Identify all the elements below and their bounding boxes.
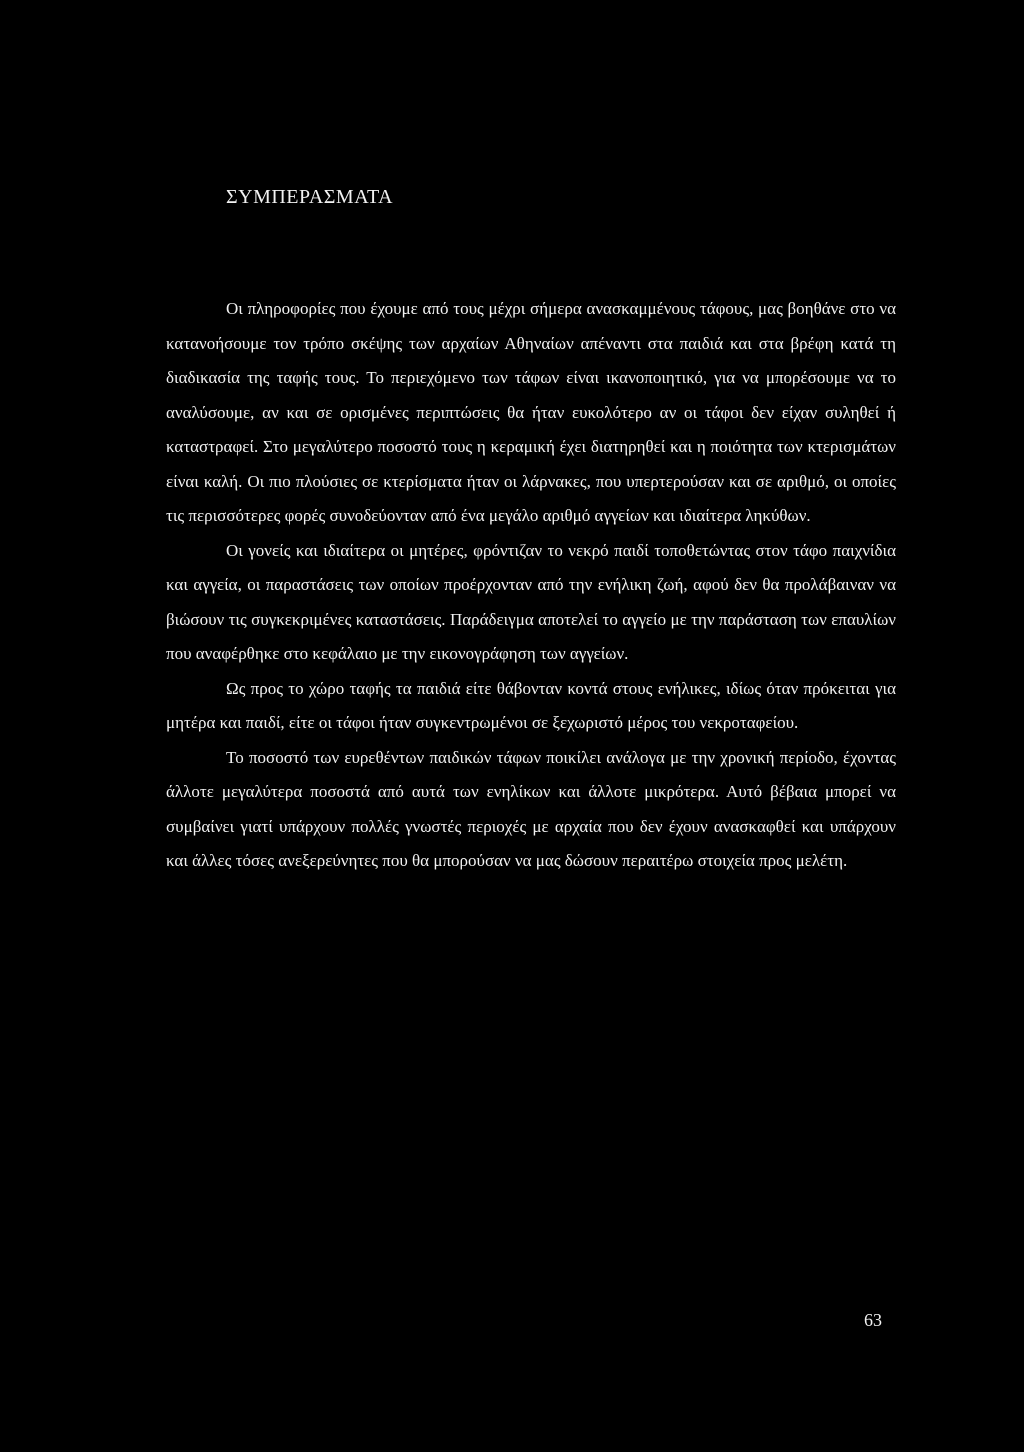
paragraph: Το ποσοστό των ευρεθέντων παιδικών τάφων ποικίλει ανάλογα με την χρονική περίοδο, έχοντας άλλοτε μεγαλύτερα ποσοστά από αυτά των ενηλίκων και άλλοτε μικρότερα. Αυτό βέβαια μπορεί να συμβαίνει γιατί υπάρχουν πολλές γνωστές περιοχές με αρχαία που δεν έχουν ανασκαφθεί και υπάρχουν και άλλες τόσες ανεξερεύνητες που θα μπορούσαν να μας δώσουν περαιτέρω στοιχεία προς μελέτη. (166, 747, 896, 870)
body-text (166, 292, 896, 879)
section-heading: ΣΥΜΠΕΡΑΣΜΑΤΑ (226, 186, 394, 208)
page-number: 63 (864, 1310, 882, 1330)
paragraph: Οι πληροφορίες που έχουμε από τους μέχρι σήμερα ανασκαμμένους τάφους, μας βοηθάνε στο να κατανοήσουμε τον τρόπο σκέψης των αρχαίων Αθηναίων απέναντι στα παιδιά και στα βρέφη κατά τη διαδικασία της ταφής τους. Το περιεχόμενο των τάφων είναι ικανοποιητικό, για να μπορέσουμε να το αναλύσουμε, αν και σε ορισμένες περιπτώσεις θα ήταν ευκολότερο αν οι τάφοι δεν είχαν συληθεί ή καταστραφεί. Στο μεγαλύτερο ποσοστό τους η κεραμική έχει διατηρηθεί και η ποιότητα των κτερισμάτων είναι καλή. Οι πιο πλούσιες σε κτερίσματα ήταν οι λάρνακες, που υπερτερούσαν και σε αριθμό, οι οποίες τις περισσότερες φορές συνοδεύονταν από ένα μεγάλο αριθμό αγγείων και ιδιαίτερα ληκύθων. (166, 299, 896, 525)
paragraph: Ως προς το χώρο ταφής τα παιδιά είτε θάβονταν κοντά στους ενήλικες, ιδίως όταν πρόκειται για μητέρα και παιδί, είτε οι τάφοι ήταν συγκεντρωμένοι σε ξεχωριστό μέρος του νεκροταφείου. (166, 678, 896, 732)
paragraph: Οι γονείς και ιδιαίτερα οι μητέρες, φρόντιζαν το νεκρό παιδί τοποθετώντας στον τάφο παιχνίδια και αγγεία, οι παραστάσεις των οποίων προέρχονταν από την ενήλικη ζωή, αφού δεν θα προλάβαιναν να βιώσουν τις συγκεκριμένες καταστάσεις. Παράδειγμα αποτελεί το αγγείο με την παράσταση των επαυλίων που αναφέρθηκε στο κεφάλαιο με την εικονογράφηση των αγγείων. (166, 540, 896, 663)
